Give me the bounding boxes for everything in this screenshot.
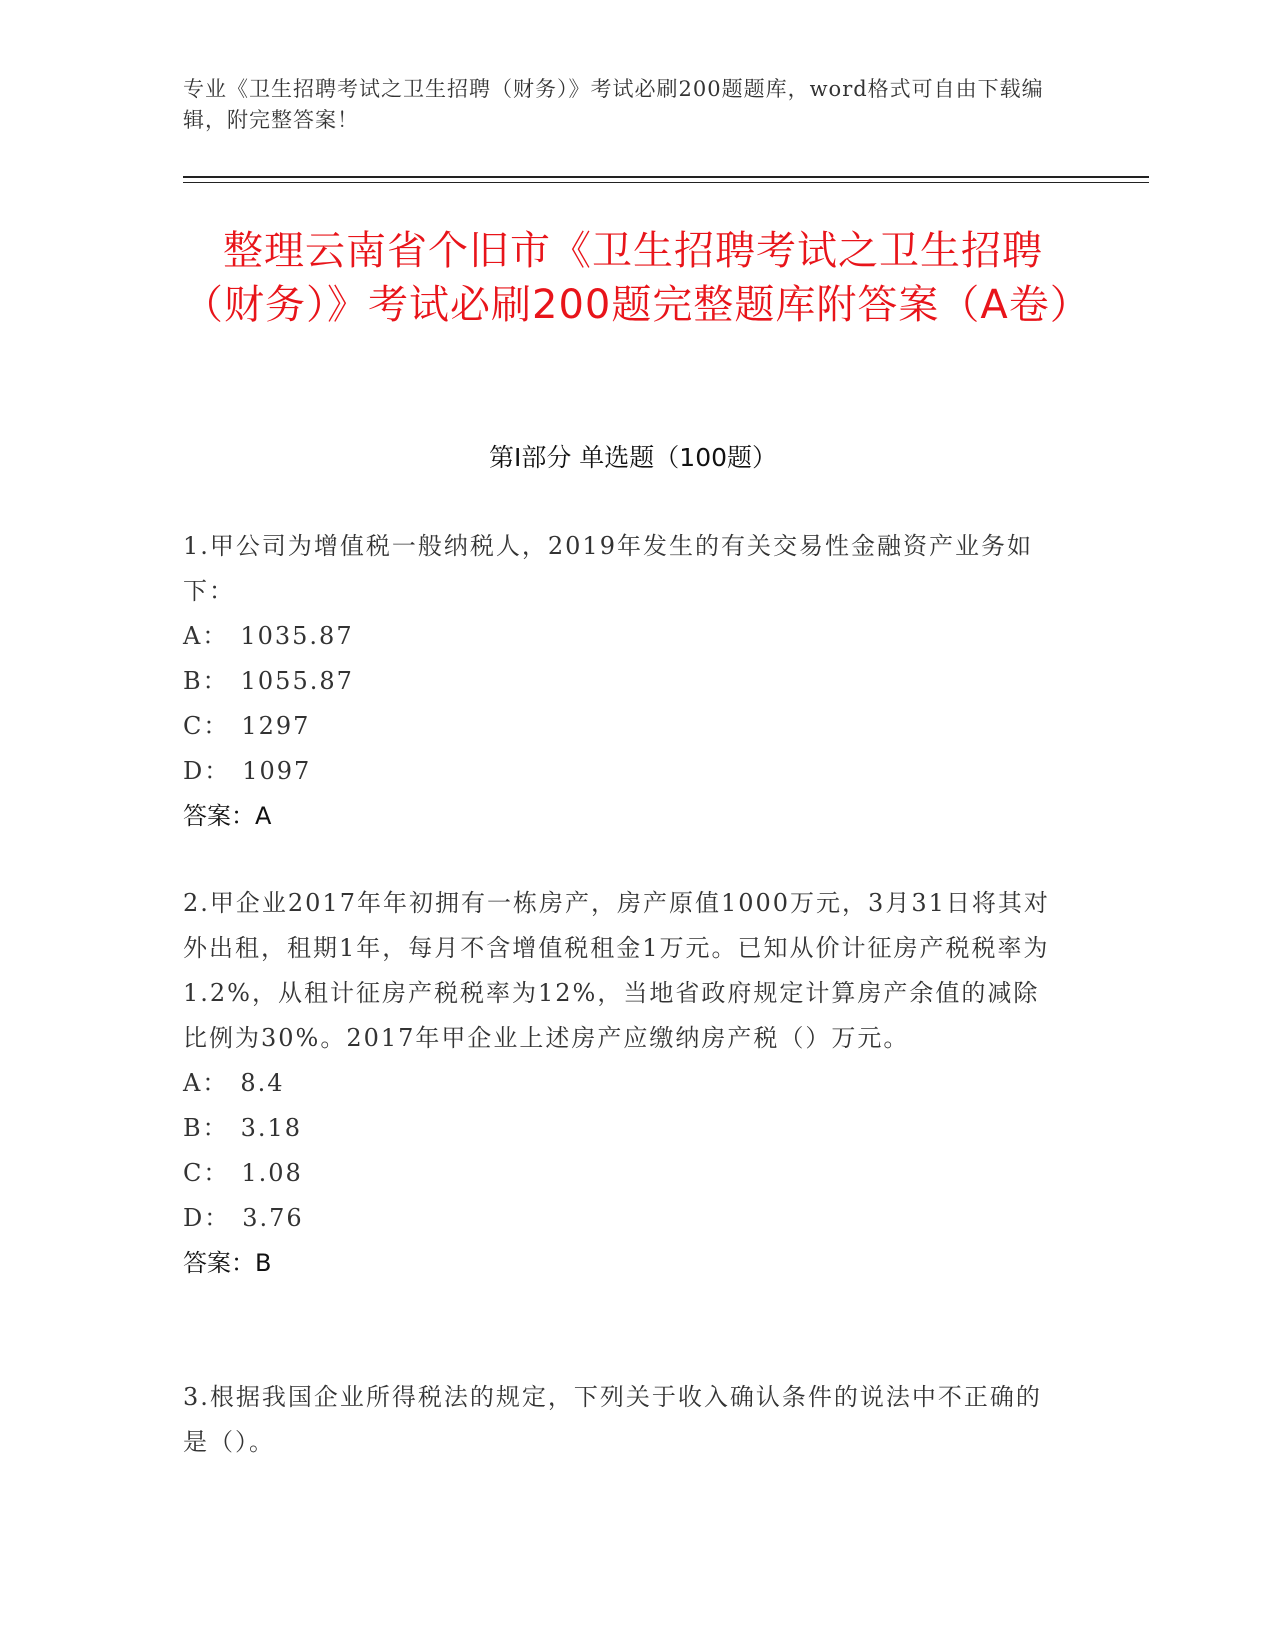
header-divider-thin — [183, 182, 1149, 183]
option-b — [183, 1106, 1063, 1151]
document-title: 整理云南省个旧市《卫生招聘考试之卫生招聘（财务）》考试必刷200题完整题库附答案（A卷） — [183, 228, 1091, 328]
question-stem: 2.甲企业2017年年初拥有一栋房产，房产原值1000万元，3月31日将其对外出租，租期1年，每月不含增值税租金1万元。已知从价计征房产税税率为1.2%，从租计征房产税税率为12%，当地省政府规定计算房产余值的减除比例为30%。2017年甲企业上述房产应缴纳房产税（）万元。 — [183, 889, 1050, 1052]
option-a — [183, 614, 1063, 659]
option-letter: C — [183, 1159, 204, 1187]
option-separator: ： — [203, 712, 230, 740]
answer-label: 答案：A — [183, 802, 272, 830]
header-divider-thick — [183, 176, 1149, 178]
option-value: 3.18 — [240, 1114, 303, 1142]
option-value: 1097 — [242, 757, 312, 785]
answer-label: 答案：B — [183, 1249, 272, 1277]
option-c — [183, 704, 1063, 749]
question-3 — [183, 1375, 1063, 1465]
option-separator: ： — [204, 757, 231, 785]
option-separator: ： — [202, 1114, 229, 1142]
header-note: 专业《卫生招聘考试之卫生招聘（财务）》考试必刷200题题库，word格式可自由下载编辑，附完整答案！ — [183, 77, 1044, 132]
option-d — [183, 749, 1063, 794]
option-c — [183, 1151, 1063, 1196]
question-1 — [183, 524, 1063, 839]
option-separator: ： — [204, 1204, 231, 1232]
option-value: 1.08 — [241, 1159, 303, 1187]
question-stem: 3.根据我国企业所得税法的规定，下列关于收入确认条件的说法中不正确的是（）。 — [183, 1383, 1042, 1456]
option-value: 1055.87 — [240, 667, 354, 695]
option-d — [183, 1196, 1063, 1241]
option-separator: ： — [202, 622, 229, 650]
option-letter: A — [183, 622, 203, 650]
option-separator: ： — [202, 1069, 229, 1097]
option-value: 8.4 — [240, 1069, 285, 1097]
option-letter: B — [183, 1114, 203, 1142]
option-a — [183, 1061, 1063, 1106]
option-b — [183, 659, 1063, 704]
question-2 — [183, 881, 1063, 1286]
option-letter: C — [183, 712, 204, 740]
option-letter: D — [183, 757, 205, 785]
option-value: 1297 — [241, 712, 311, 740]
option-letter: D — [183, 1204, 205, 1232]
option-value: 1035.87 — [240, 622, 354, 650]
option-separator: ： — [202, 667, 229, 695]
option-letter: B — [183, 667, 203, 695]
option-separator: ： — [203, 1159, 230, 1187]
option-letter: A — [183, 1069, 203, 1097]
option-value: 3.76 — [242, 1204, 304, 1232]
question-stem: 1.甲公司为增值税一般纳税人，2019年发生的有关交易性金融资产业务如下： — [183, 532, 1033, 605]
section-title: 第Ⅰ部分 单选题（100题） — [488, 443, 778, 472]
